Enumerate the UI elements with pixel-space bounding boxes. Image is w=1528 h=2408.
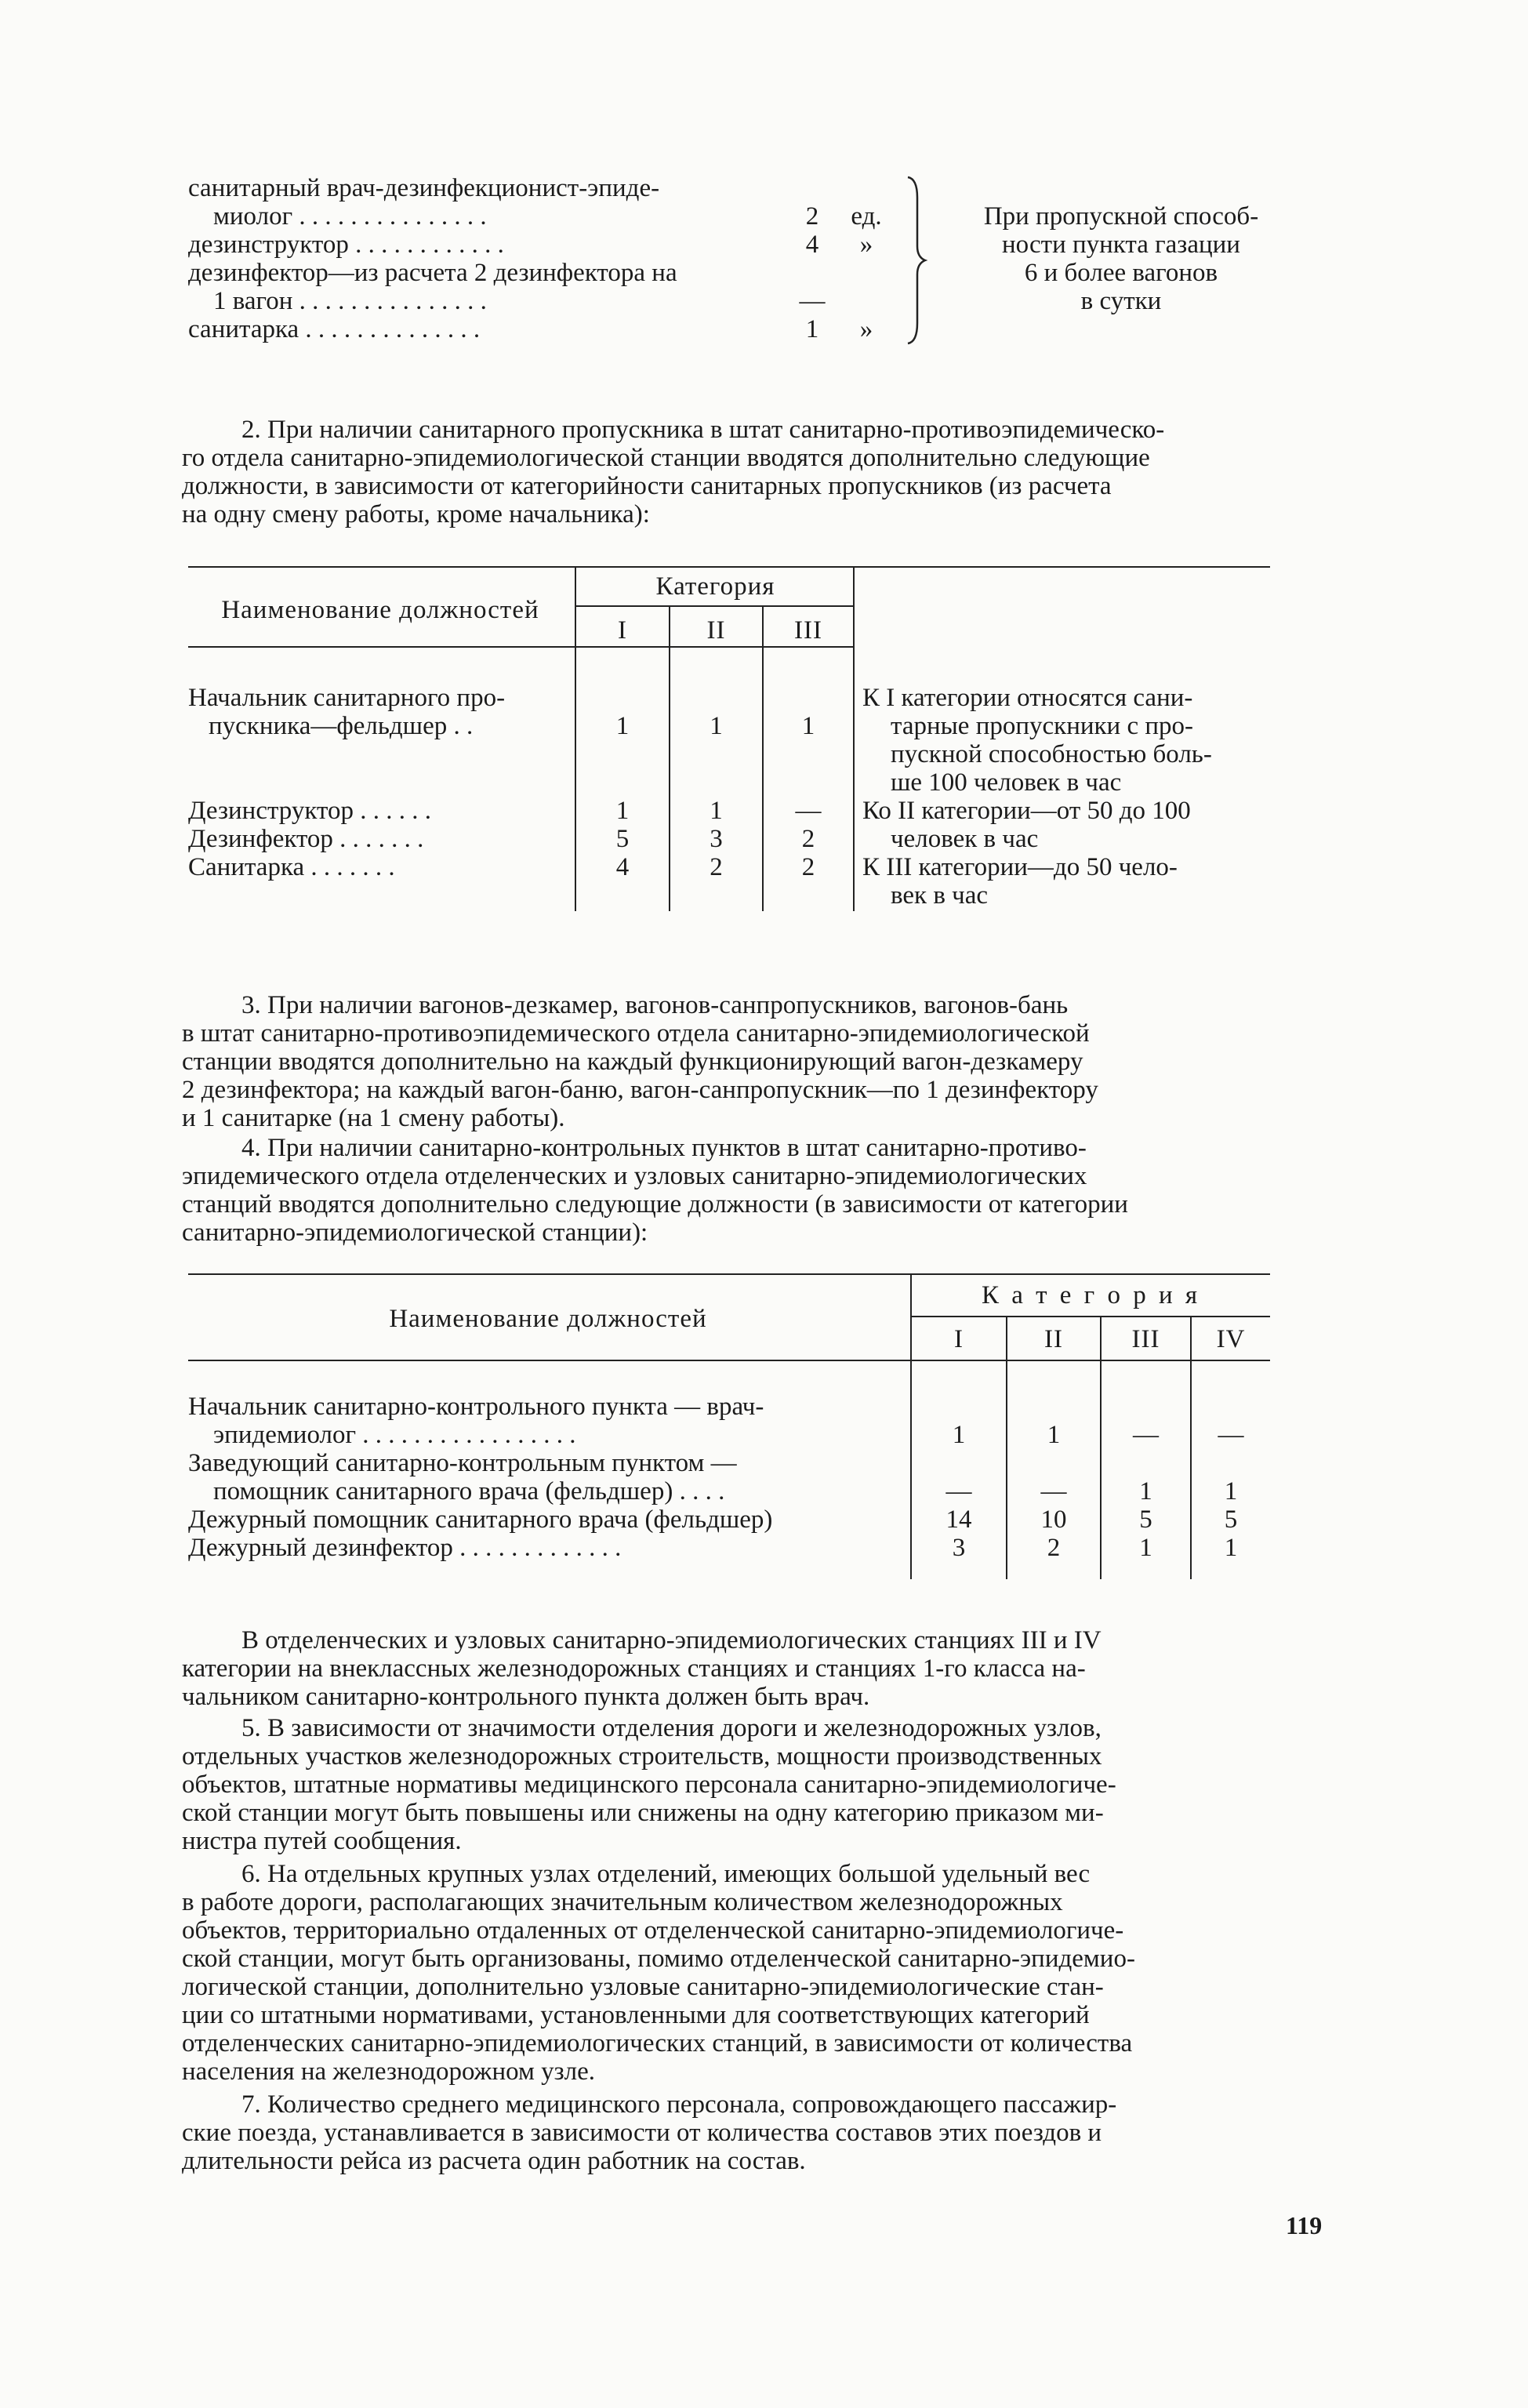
table-cat-label: III xyxy=(1131,1325,1160,1353)
text-line: 7. Количество среднего медицинского персонала, сопровождающего пассажир- xyxy=(241,2090,1117,2119)
table-row-name: эпидемиолог . . . . . . . . . . . . . . . . . xyxy=(213,1421,576,1449)
text-line: нистра путей сообщения. xyxy=(182,1827,462,1855)
text-line: ской станции, могут быть организованы, помимо отделенческой санитарно-эпидемио- xyxy=(182,1945,1135,1973)
table-cell: 2 xyxy=(710,853,723,881)
page-number: 119 xyxy=(1286,2211,1323,2239)
table-row-name: пускника—фельдшер . . xyxy=(209,712,474,740)
table-cat-label: II xyxy=(706,616,726,645)
text-line: категории на внеклассных железнодорожных станциях и станциях 1-го класса на- xyxy=(182,1654,1086,1683)
table-cell: 1 xyxy=(1224,1477,1238,1505)
staff-note-line: 6 и более вагонов xyxy=(1024,259,1218,287)
table-cat-label: II xyxy=(1044,1325,1063,1353)
table-cell: 4 xyxy=(615,853,630,881)
text-line: ции со штатными нормативами, установленными для соответствующих категорий xyxy=(182,2001,1090,2029)
table-cat-label: III xyxy=(794,616,822,645)
text-line: 5. В зависимости от значимости отделения дороги и железнодорожных узлов, xyxy=(241,1714,1102,1742)
table-cell: 1 xyxy=(710,797,723,825)
text-line: длительности рейса из расчета один работник на состав. xyxy=(182,2147,806,2175)
text-line: в работе дороги, располагающих значительным количеством железнодорожных xyxy=(182,1888,1063,1916)
table-header-category: К а т е г о р и я xyxy=(981,1281,1201,1309)
table-cell: 2 xyxy=(801,825,815,853)
table-cell: 1 xyxy=(615,797,630,825)
table-note-line: К I категории относятся сани- xyxy=(862,684,1193,712)
table-header-category: Категория xyxy=(655,572,775,601)
text-line: должности, в зависимости от категорийности санитарных пропускников (из расчета xyxy=(182,472,1112,500)
table-row-name: Дезинфектор . . . . . . . xyxy=(188,825,424,853)
text-line: станций вводятся дополнительно следующие должности (в зависимости от категории xyxy=(182,1190,1128,1219)
text-line: населения на железнодорожном узле. xyxy=(182,2058,596,2086)
table-cat-label: IV xyxy=(1216,1325,1246,1353)
text-line: в штат санитарно-противоэпидемического отдела санитарно-эпидемиологической xyxy=(182,1019,1090,1048)
table-row-name: Заведующий санитарно-контрольным пунктом — xyxy=(188,1449,737,1477)
table-note-line: век в час xyxy=(891,881,989,910)
text-line: В отделенческих и узловых санитарно-эпидемиологических станциях III и IV xyxy=(241,1626,1102,1654)
table-cell: 2 xyxy=(1047,1534,1061,1562)
table-cell: 5 xyxy=(615,825,630,853)
staff-note-line: в сутки xyxy=(1080,287,1162,315)
text-line: ской станции могут быть повышены или снижены на одну категорию приказом ми- xyxy=(182,1799,1104,1827)
text-line: станции вводятся дополнительно на каждый функционирующий вагон-дезкамеру xyxy=(182,1048,1083,1076)
table-note-line: Ко II категории—от 50 до 100 xyxy=(862,797,1191,825)
table-cell: 14 xyxy=(945,1505,972,1534)
table-cell: 1 xyxy=(615,712,630,740)
table-row-name: помощник санитарного врача (фельдшер) . . . . xyxy=(213,1477,725,1505)
text-line: эпидемического отдела отделенческих и узловых санитарно-эпидемиологических xyxy=(182,1162,1087,1190)
table-cell: — xyxy=(795,797,822,825)
table-cell: 1 xyxy=(801,712,815,740)
text-line: ские поезда, устанавливается в зависимости от количества составов этих поездов и xyxy=(182,2119,1102,2147)
table-rule xyxy=(188,1273,1270,1275)
text-line: 2 дезинфектора; на каждый вагон-баню, вагон-санпропускник—по 1 дезинфектору xyxy=(182,1076,1098,1104)
table-rule xyxy=(188,566,1270,568)
table-note-line: ше 100 человек в час xyxy=(891,768,1122,797)
table-rule xyxy=(188,1360,1270,1361)
staff-line: миолог . . . . . . . . . . . . . . . xyxy=(213,202,487,231)
table-cell: 1 xyxy=(1224,1534,1238,1562)
table-row-name: Дежурный дезинфектор . . . . . . . . . . . . . xyxy=(188,1534,622,1562)
text-line: логической станции, дополнительно узловые санитарно-эпидемиологические стан- xyxy=(182,1973,1104,2001)
brace-shape xyxy=(902,174,933,347)
table-note-line: человек в час xyxy=(891,825,1039,853)
table-rule xyxy=(576,605,855,607)
table-note-line: К III категории—до 50 чело- xyxy=(862,853,1178,881)
text-line: объектов, территориально отдаленных от отделенческой санитарно-эпидемиологиче- xyxy=(182,1916,1124,1945)
table-col-line xyxy=(853,566,855,911)
table-cell: 1 xyxy=(710,712,723,740)
table-row-name: Санитарка . . . . . . . xyxy=(188,853,395,881)
staff-unit: » xyxy=(859,315,873,343)
text-line: чальником санитарно-контрольного пункта должен быть врач. xyxy=(182,1683,870,1711)
table-cell: — xyxy=(1218,1421,1244,1449)
table-cat-label: I xyxy=(618,616,627,645)
staff-note-line: ности пункта газации xyxy=(1002,231,1240,259)
table-cell: 2 xyxy=(801,853,815,881)
table-cell: 5 xyxy=(1139,1505,1152,1534)
table-rule xyxy=(188,646,855,648)
staff-line: дезинфектор—из расчета 2 дезинфектора на xyxy=(188,259,677,287)
table-cell: — xyxy=(1133,1421,1159,1449)
table-row-name: Дежурный помощник санитарного врача (фельдшер) xyxy=(188,1505,773,1534)
staff-qty: 1 xyxy=(805,315,819,343)
text-line: 6. На отдельных крупных узлах отделений, имеющих большой удельный вес xyxy=(241,1860,1091,1888)
staff-qty: 2 xyxy=(805,202,819,231)
table-cell: 1 xyxy=(1047,1421,1061,1449)
table-note-line: тарные пропускники с про- xyxy=(891,712,1194,740)
table-cell: 1 xyxy=(952,1421,966,1449)
staff-qty: — xyxy=(799,287,826,315)
table-rule xyxy=(912,1316,1270,1317)
text-line: отделенческих санитарно-эпидемиологических станций, в зависимости от количества xyxy=(182,2029,1133,2058)
text-line: 3. При наличии вагонов-дезкамер, вагонов-санпропускников, вагонов-бань xyxy=(241,991,1069,1019)
text-line: объектов, штатные нормативы медицинского персонала санитарно-эпидемиологиче- xyxy=(182,1771,1116,1799)
table-cell: — xyxy=(1040,1477,1067,1505)
table-row-name: Дезинструктор . . . . . . xyxy=(188,797,431,825)
table-cell: 1 xyxy=(1139,1534,1152,1562)
table-cell: 3 xyxy=(710,825,723,853)
staff-unit: » xyxy=(859,231,873,259)
table-cell: 10 xyxy=(1040,1505,1067,1534)
text-line: го отдела санитарно-эпидемиологической станции вводятся дополнительно следующие xyxy=(182,444,1150,472)
staff-unit: ед. xyxy=(851,202,882,231)
table-header-name: Наименование должностей xyxy=(221,596,539,624)
text-line: 2. При наличии санитарного пропускника в штат санитарно-противоэпидемическо- xyxy=(241,416,1165,444)
table-header-name: Наименование должностей xyxy=(389,1305,707,1333)
text-line: отдельных участков железнодорожных строительств, мощности производственных xyxy=(182,1742,1102,1771)
table-row-name: Начальник санитарного про- xyxy=(188,684,506,712)
table-cell: 1 xyxy=(1139,1477,1152,1505)
table-cat-label: I xyxy=(954,1325,964,1353)
staff-line: 1 вагон . . . . . . . . . . . . . . . xyxy=(213,287,487,315)
table-cell: — xyxy=(945,1477,972,1505)
table-cell: 5 xyxy=(1224,1505,1238,1534)
text-line: на одну смену работы, кроме начальника): xyxy=(182,500,650,528)
staff-line: дезинструктор . . . . . . . . . . . . xyxy=(188,231,504,259)
text-line: 4. При наличии санитарно-контрольных пунктов в штат санитарно-противо- xyxy=(241,1134,1087,1162)
text-line: и 1 санитарке (на 1 смену работы). xyxy=(182,1104,565,1132)
table-cell: 3 xyxy=(952,1534,966,1562)
text-line: санитарно-эпидемиологической станции): xyxy=(182,1219,648,1247)
table-note-line: пускной способностью боль- xyxy=(891,740,1212,768)
staff-note-line: При пропускной способ- xyxy=(983,202,1259,231)
staff-line: санитарка . . . . . . . . . . . . . . xyxy=(188,315,481,343)
staff-line: санитарный врач-дезинфекционист-эпиде- xyxy=(188,174,660,202)
staff-qty: 4 xyxy=(805,231,819,259)
table-row-name: Начальник санитарно-контрольного пункта — врач- xyxy=(188,1393,764,1421)
